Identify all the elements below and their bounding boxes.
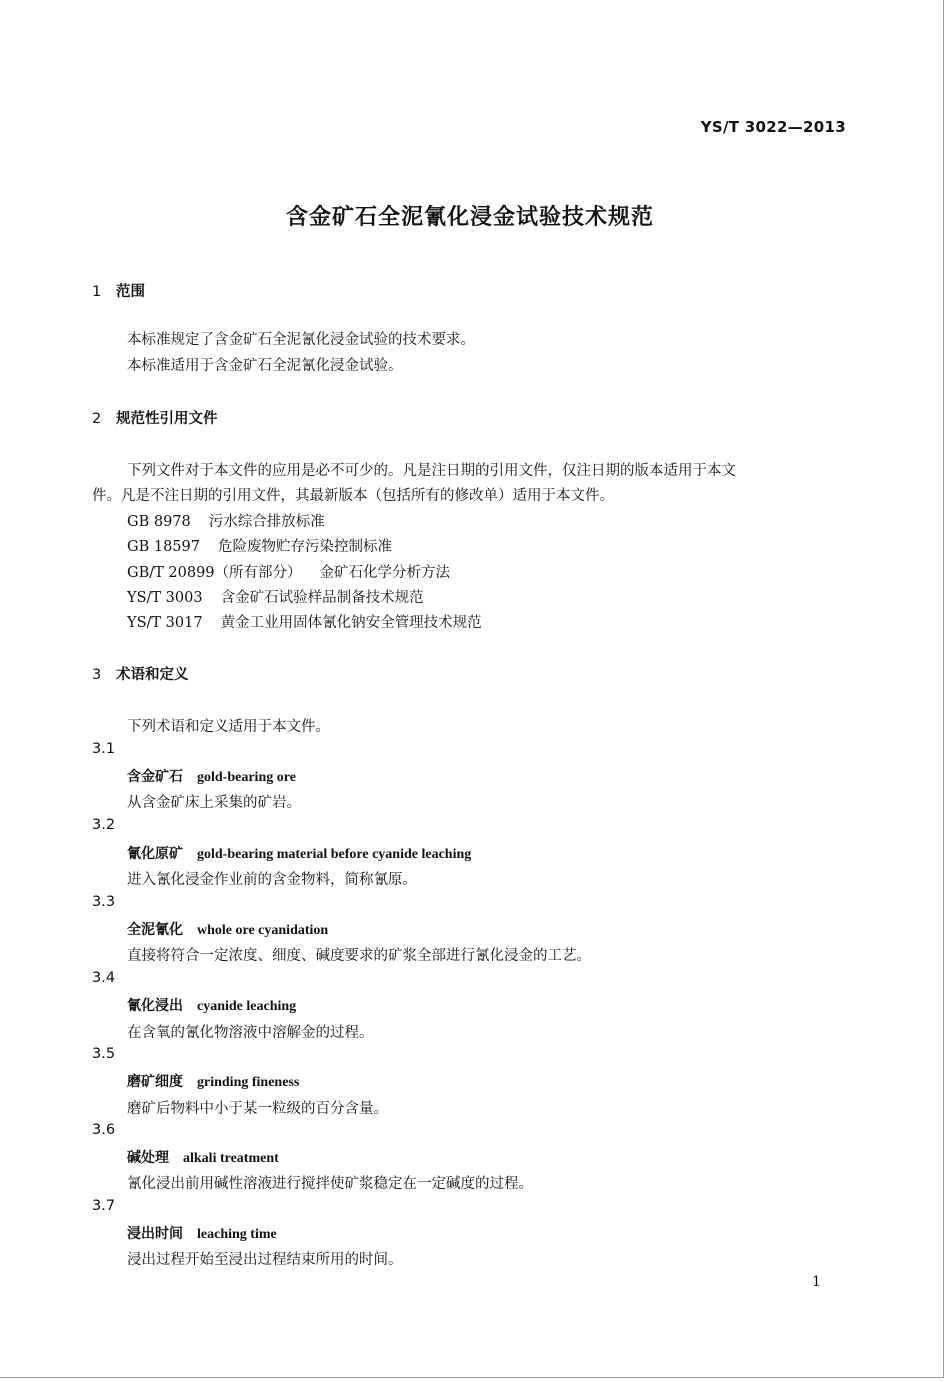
reference-title: 黄金工业用固体氰化钠安全管理技术规范 [220, 615, 482, 631]
term-english: grinding fineness [197, 1075, 300, 1090]
section-1-heading [92, 280, 145, 301]
term-english: cyanide leaching [197, 999, 297, 1014]
term-chinese: 浸出时间 [127, 1226, 183, 1242]
term-definition: 浸出过程开始至浸出过程结束所用的时间。 [127, 1252, 403, 1268]
term-name [127, 843, 471, 863]
term-number: 3.3 [92, 894, 116, 910]
paragraph: 本标准规定了含金矿石全泥氰化浸金试验的技术要求。 [127, 332, 475, 348]
term-definition: 氰化浸出前用碱性溶液进行搅拌使矿浆稳定在一定碱度的过程。 [127, 1176, 533, 1192]
term-number: 3.1 [92, 741, 116, 757]
term-number: 3.4 [92, 970, 116, 986]
reference-item [127, 611, 482, 632]
term-name [127, 1071, 299, 1091]
term-definition: 磨矿后物料中小于某一粒级的百分含量。 [127, 1101, 388, 1117]
term-chinese: 氰化原矿 [127, 846, 183, 862]
term-english: leaching time [197, 1227, 277, 1242]
reference-title: 危险废物贮存污染控制标准 [217, 539, 392, 555]
term-english: alkali treatment [183, 1151, 279, 1166]
term-name [127, 1223, 277, 1243]
section-title: 范围 [116, 284, 145, 300]
document-title: 含金矿石全泥氰化浸金试验技术规范 [285, 205, 654, 230]
term-name [127, 1147, 279, 1167]
term-english: gold-bearing material before cyanide leaching [197, 847, 472, 862]
paragraph: 下列术语和定义适用于本文件。 [127, 719, 330, 735]
reference-code: GB 18597 [127, 539, 200, 555]
page-number: 1 [812, 1274, 821, 1290]
section-number: 2 [92, 411, 102, 427]
reference-item [127, 586, 424, 607]
term-number: 3.6 [92, 1122, 116, 1138]
paragraph: 下列文件对于本文件的应用是必不可少的。凡是注日期的引用文件，仅注日期的版本适用于本文 [127, 463, 736, 479]
reference-item [127, 510, 325, 531]
term-definition: 从含金矿床上采集的矿岩。 [127, 795, 301, 811]
term-definition: 在含氧的氰化物溶液中溶解金的过程。 [127, 1025, 374, 1041]
section-number: 1 [92, 284, 102, 300]
section-number: 3 [92, 667, 102, 683]
reference-item [127, 535, 392, 556]
reference-code: GB 8978 [127, 514, 191, 530]
term-name [127, 766, 296, 786]
term-name [127, 919, 328, 939]
term-number: 3.7 [92, 1198, 116, 1214]
term-number: 3.2 [92, 817, 116, 833]
reference-title: 金矿石化学分析方法 [319, 565, 451, 581]
paragraph: 本标准适用于含金矿石全泥氰化浸金试验。 [127, 358, 403, 374]
term-chinese: 碱处理 [127, 1150, 169, 1166]
reference-item [127, 561, 450, 582]
section-title: 术语和定义 [116, 667, 189, 683]
reference-code: YS/T 3003 [127, 590, 203, 606]
term-chinese: 含金矿石 [127, 769, 183, 785]
paragraph: 件。凡是不注日期的引用文件，其最新版本（包括所有的修改单）适用于本文件。 [92, 488, 614, 504]
standard-code: YS/T 3022—2013 [700, 118, 846, 136]
term-chinese: 磨矿细度 [127, 1074, 183, 1090]
term-name [127, 995, 296, 1015]
term-definition: 直接将符合一定浓度、细度、碱度要求的矿浆全部进行氰化浸金的工艺。 [127, 948, 591, 964]
section-3-heading [92, 663, 189, 684]
term-english: gold-bearing ore [197, 770, 296, 785]
section-2-heading [92, 407, 218, 428]
term-chinese: 全泥氰化 [127, 922, 183, 938]
reference-code: GB/T 20899（所有部分） [127, 565, 302, 581]
term-definition: 进入氰化浸金作业前的含金物料，简称氰原。 [127, 872, 417, 888]
reference-title: 污水综合排放标准 [208, 514, 325, 530]
term-number: 3.5 [92, 1046, 116, 1062]
term-chinese: 氰化浸出 [127, 998, 183, 1014]
reference-title: 含金矿石试验样品制备技术规范 [220, 590, 424, 606]
reference-code: YS/T 3017 [127, 615, 203, 631]
term-english: whole ore cyanidation [197, 923, 329, 938]
section-title: 规范性引用文件 [116, 411, 218, 427]
